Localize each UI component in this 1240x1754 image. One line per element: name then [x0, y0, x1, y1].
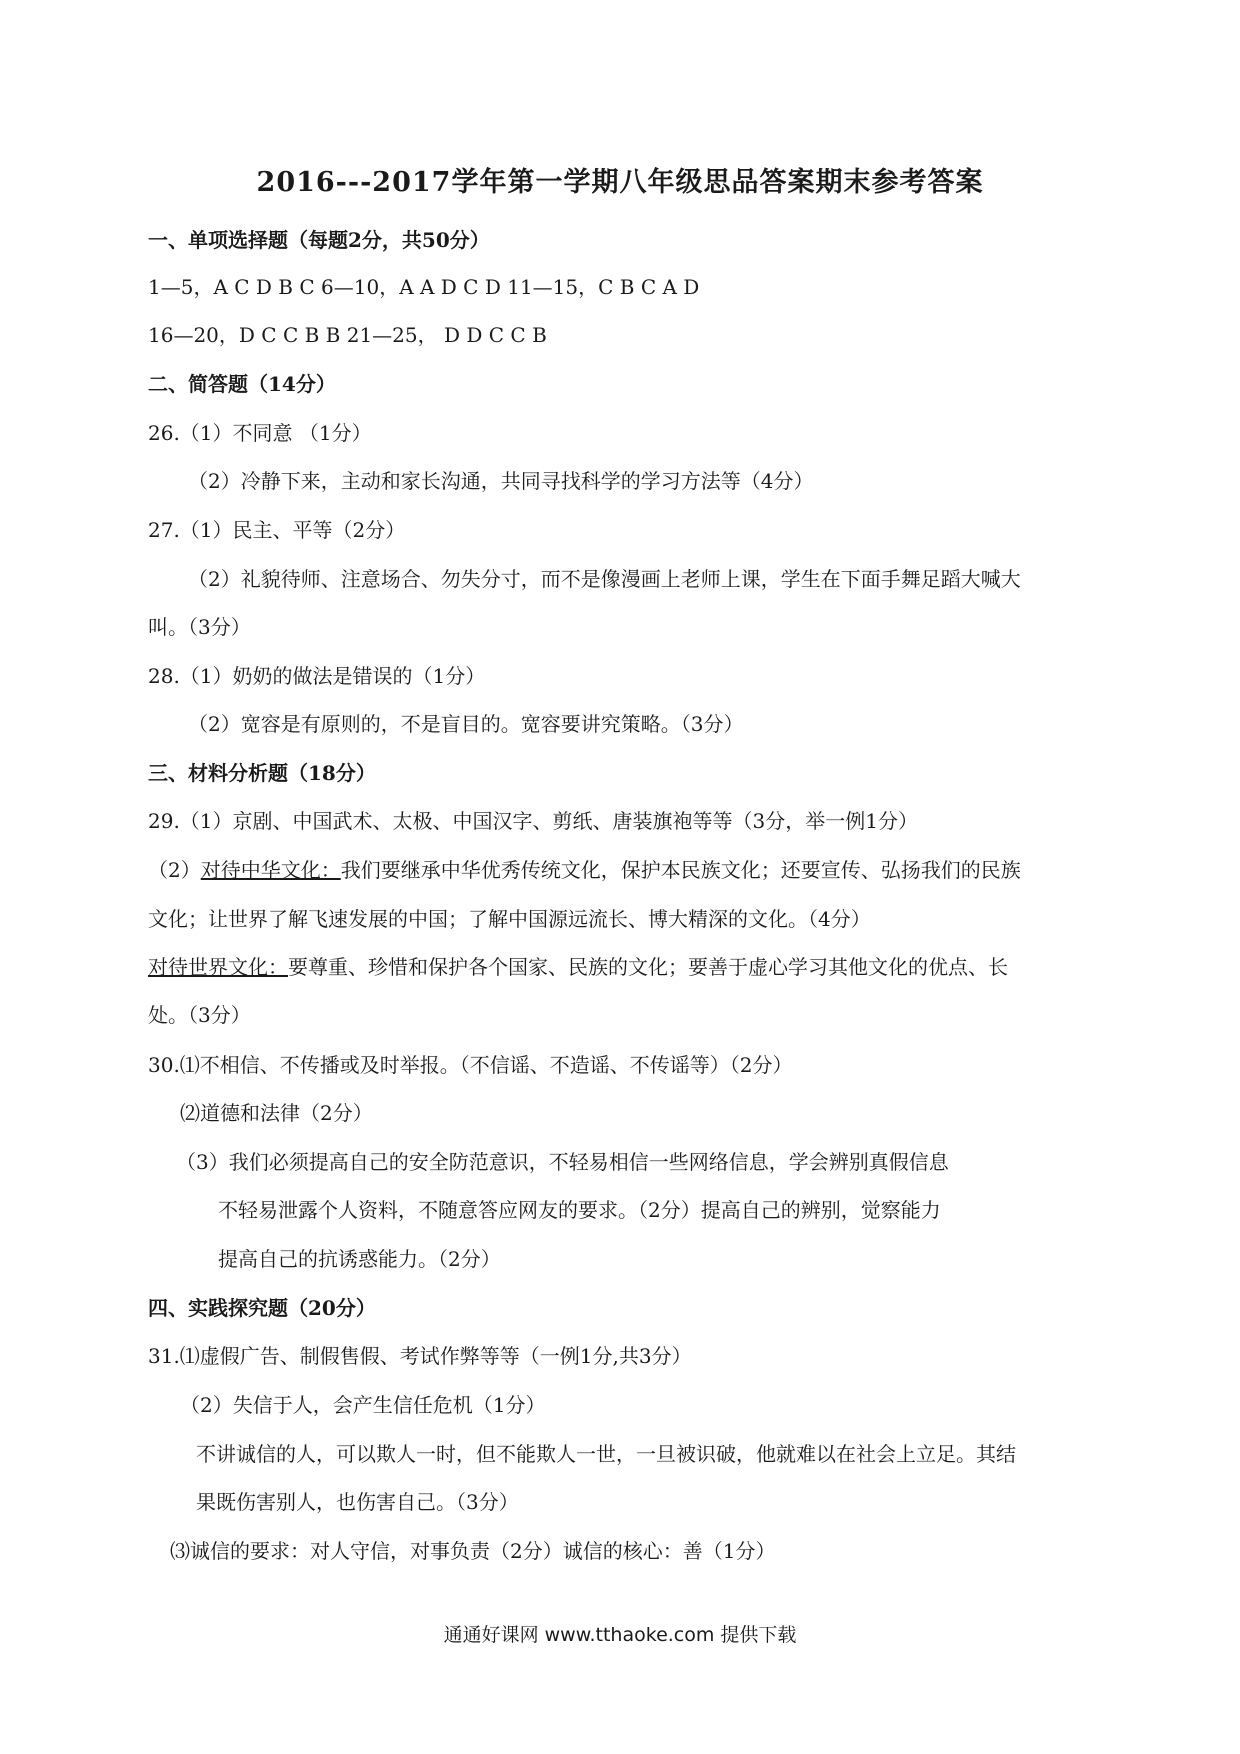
answer-q27-part1: 27.（1）民主、平等（2分） [148, 518, 406, 542]
answer-q29-part2-line1 [148, 856, 1021, 884]
q29-chinese-culture-label: 对待中华文化： [200, 858, 341, 882]
section-heading-material-analysis: 三、材料分析题（18分） [148, 761, 376, 785]
answer-q31-part2-line3: 果既伤害别人，也伤害自己。（3分） [196, 1490, 519, 1514]
q29-part3-text: 要尊重、珍惜和保护各个国家、民族的文化；要善于虚心学习其他文化的优点、长 [288, 955, 1008, 979]
footer-source-credit: 通通好课网 www.tthaoke.com 提供下载 [443, 1624, 797, 1646]
answer-q26-part2: （2）冷静下来，主动和家长沟通，共同寻找科学的学习方法等（4分） [188, 469, 814, 493]
answer-q30-part3-line2: 不轻易泄露个人资料，不随意答应网友的要求。（2分）提高自己的辨别，觉察能力 [218, 1198, 941, 1222]
section-heading-practice-inquiry: 四、实践探究题（20分） [148, 1296, 376, 1320]
answer-q29-part3-line2: 处。（3分） [148, 1003, 251, 1027]
answer-q27-part2-line2: 叫。（3分） [148, 615, 251, 639]
q29-part2-prefix: （2） [148, 858, 201, 882]
answer-q31-part2: （2）失信于人，会产生信任危机（1分） [180, 1393, 546, 1417]
answer-q31-part3: ⑶诚信的要求：对人守信，对事负责（2分）诚信的核心：善（1分） [170, 1539, 776, 1563]
section-heading-short-answer: 二、简答题（14分） [148, 372, 336, 396]
answer-q30-part2: ⑵道德和法律（2分） [180, 1101, 373, 1125]
answer-q27-part2-line1: （2）礼貌待师、注意场合、勿失分寸，而不是像漫画上老师上课，学生在下面手舞足蹈大喊大 [188, 567, 1021, 591]
answer-q29-part1: 29.（1）京剧、中国武术、太极、中国汉字、剪纸、唐装旗袍等等（3分，举一例1分） [148, 809, 918, 833]
answer-q28-part2: （2）宽容是有原则的，不是盲目的。宽容要讲究策略。（3分） [188, 712, 744, 736]
answer-q29-part3-line1 [148, 953, 1008, 981]
answer-q28-part1: 28.（1）奶奶的做法是错误的（1分） [148, 664, 486, 688]
answer-q31-part2-line2: 不讲诚信的人，可以欺人一时，但不能欺人一世，一旦被识破，他就难以在社会上立足。其结 [196, 1442, 1016, 1466]
q29-part2-text: 我们要继承中华优秀传统文化，保护本民族文化；还要宣传、弘扬我们的民族 [340, 858, 1021, 882]
answer-q30-part3-line1: （3）我们必须提高自己的安全防范意识，不轻易相信一些网络信息，学会辨别真假信息 [176, 1150, 949, 1174]
mc-answers-row-1: 1—5，A C D B C 6—10，A A D C D 11—15，C B C A D [148, 275, 700, 299]
answer-q30-part3-line3: 提高自己的抗诱惑能力。（2分） [218, 1247, 501, 1271]
mc-answers-row-2: 16—20，D C C B B 21—25， D D C C B [148, 323, 547, 347]
answer-q30-part1: 30.⑴不相信、不传播或及时举报。（不信谣、不造谣、不传谣等）（2分） [148, 1053, 793, 1077]
answer-q31-part1: 31.⑴虚假广告、制假售假、考试作弊等等（一例1分,共3分） [148, 1344, 692, 1368]
answer-q29-part2-line2: 文化；让世界了解飞速发展的中国；了解中国源远流长、博大精深的文化。（4分） [148, 907, 871, 931]
page-title: 2016---2017学年第一学期八年级思品答案期末参考答案 [256, 167, 984, 198]
q29-world-culture-label: 对待世界文化： [148, 955, 288, 979]
section-heading-multiple-choice: 一、单项选择题（每题2分，共50分） [148, 228, 490, 252]
answer-q26-part1: 26.（1）不同意 （1分） [148, 421, 372, 445]
